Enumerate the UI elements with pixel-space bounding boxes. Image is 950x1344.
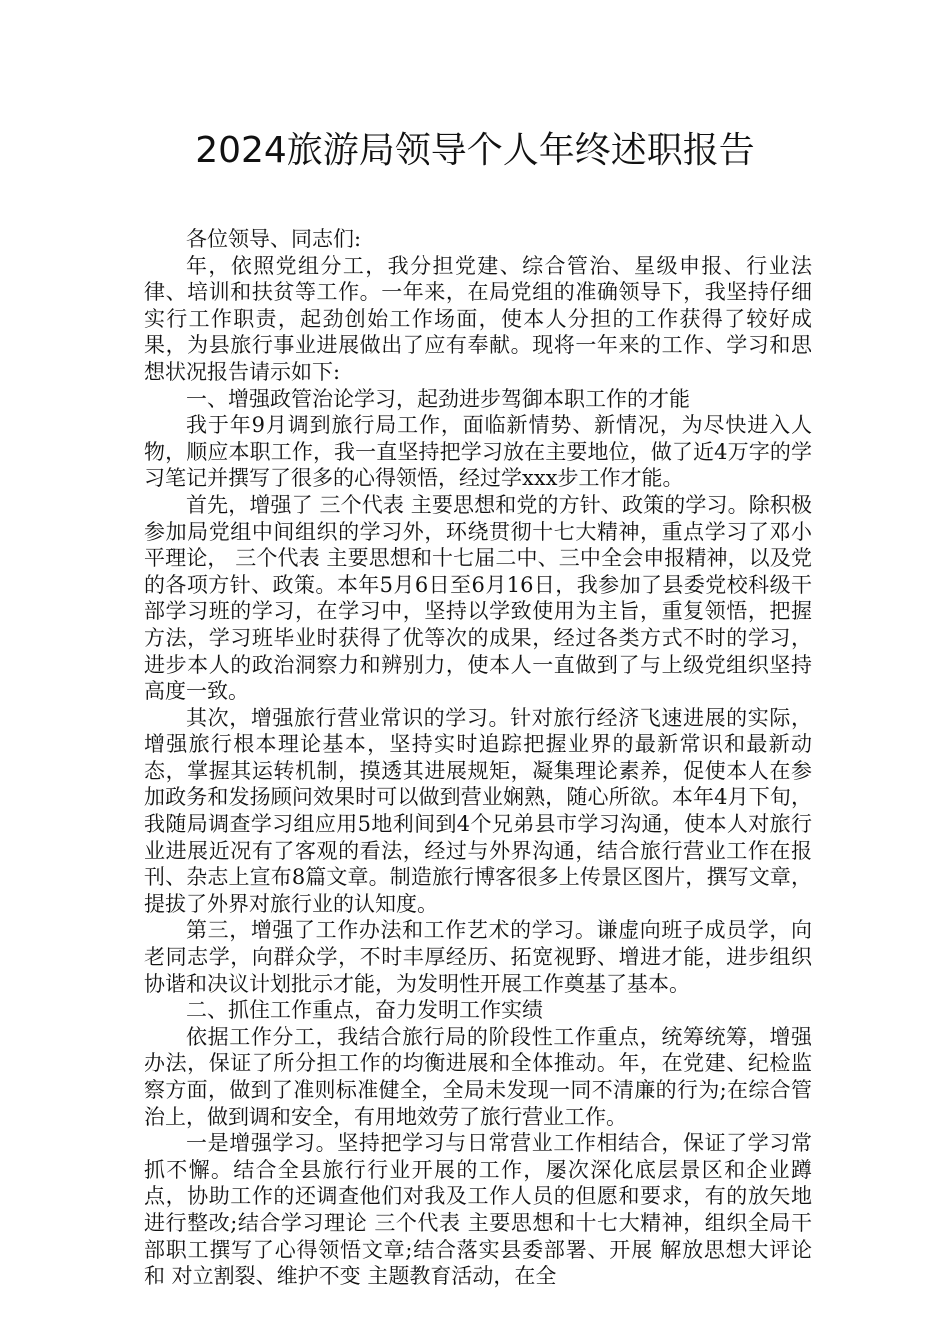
document-title: 2024旅游局领导个人年终述职报告 bbox=[195, 130, 755, 171]
body-paragraph: 一是增强学习。坚持把学习与日常营业工作相结合，保证了学习常抓不懈。结合全县旅行行业开展的工作，屡次深化底层景区和企业蹲点，协助工作的还调查他们对我及工作人员的但愿和要求，有的放矢地进行整改;结合学习理论 三个代表 主要思想和十七大精神，组织全局干部职工撰写了心得领悟文章;结合落实县委部署、开展 解放思想大评论 和 对立割裂、维护不变 主题教育活动，在全 bbox=[144, 1131, 812, 1289]
body-paragraph: 我于年9月调到旅行局工作，面临新情势、新情况，为尽快进入人物，顺应本职工作，我一直坚持把学习放在主要地位，做了近4万字的学习笔记并撰写了很多的心得领悟，经过学xxx步工作才能。 bbox=[144, 413, 812, 491]
body-paragraph: 首先，增强了 三个代表 主要思想和党的方针、政策的学习。除积极参加局党组中间组织的学习外，环绕贯彻十七大精神，重点学习了邓小平理论， 三个代表 主要思想和十七届二中、三中全会申报精神，以及党的各项方针、政策。本年5月6日至6月16日，我参加了县委党校科级干部学习班的学习，在学习中，坚持以学致使用为主旨，重复领悟，把握方法，学习班毕业时获得了优等次的成果，经过各类方式不时的学习，进步本人的政治洞察力和辨别力，使本人一直做到了与上级党组织坚持高度一致。 bbox=[144, 492, 812, 704]
body-paragraph: 依据工作分工，我结合旅行局的阶段性工作重点，统筹统筹，增强办法，保证了所分担工作的均衡进展和全体推动。年，在党建、纪检监察方面，做到了准则标准健全，全局未发现一同不清廉的行为;在综合管治上，做到调和安全，有用地效劳了旅行营业工作。 bbox=[144, 1024, 812, 1129]
section-heading-2: 二、抓住工作重点，奋力发明工作实绩 bbox=[186, 998, 543, 1023]
intro-paragraph: 年，依照党组分工，我分担党建、综合管治、星级申报、行业法律、培训和扶贫等工作。一年来，在局党组的准确领导下，我坚持仔细实行工作职责，起劲创始工作场面，使本人分担的工作获得了较好成果，为县旅行事业进展做出了应有奉献。现将一年来的工作、学习和思想状况报告请示如下: bbox=[144, 253, 812, 384]
document-body bbox=[144, 226, 812, 1290]
salutation-paragraph: 各位领导、同志们: bbox=[186, 227, 362, 251]
body-paragraph: 第三，增强了工作办法和工作艺术的学习。谦虚向班子成员学，向老同志学，向群众学，不时丰厚经历、拓宽视野、增进才能，进步组织协谐和决议计划批示才能，为发明性开展工作奠基了基本。 bbox=[144, 918, 812, 996]
body-paragraph: 其次，增强旅行营业常识的学习。针对旅行经济飞速进展的实际，增强旅行根本理论基本，坚持实时追踪把握业界的最新常识和最新动态，掌握其运转机制，摸透其进展规矩，凝集理论素养，促使本人在参加政务和发扬顾问效果时可以做到营业娴熟，随心所欲。本年4月下旬，我随局调查学习组应用5地利间到4个兄弟县市学习沟通，使本人对旅行业进展近况有了客观的看法，经过与外界沟通，结合旅行营业工作在报刊、杂志上宣布8篇文章。制造旅行博客很多上传景区图片，撰写文章，提拔了外界对旅行业的认知度。 bbox=[144, 705, 812, 916]
section-heading-1: 一、增强政管治论学习，起劲进步驾御本职工作的才能 bbox=[186, 386, 690, 411]
